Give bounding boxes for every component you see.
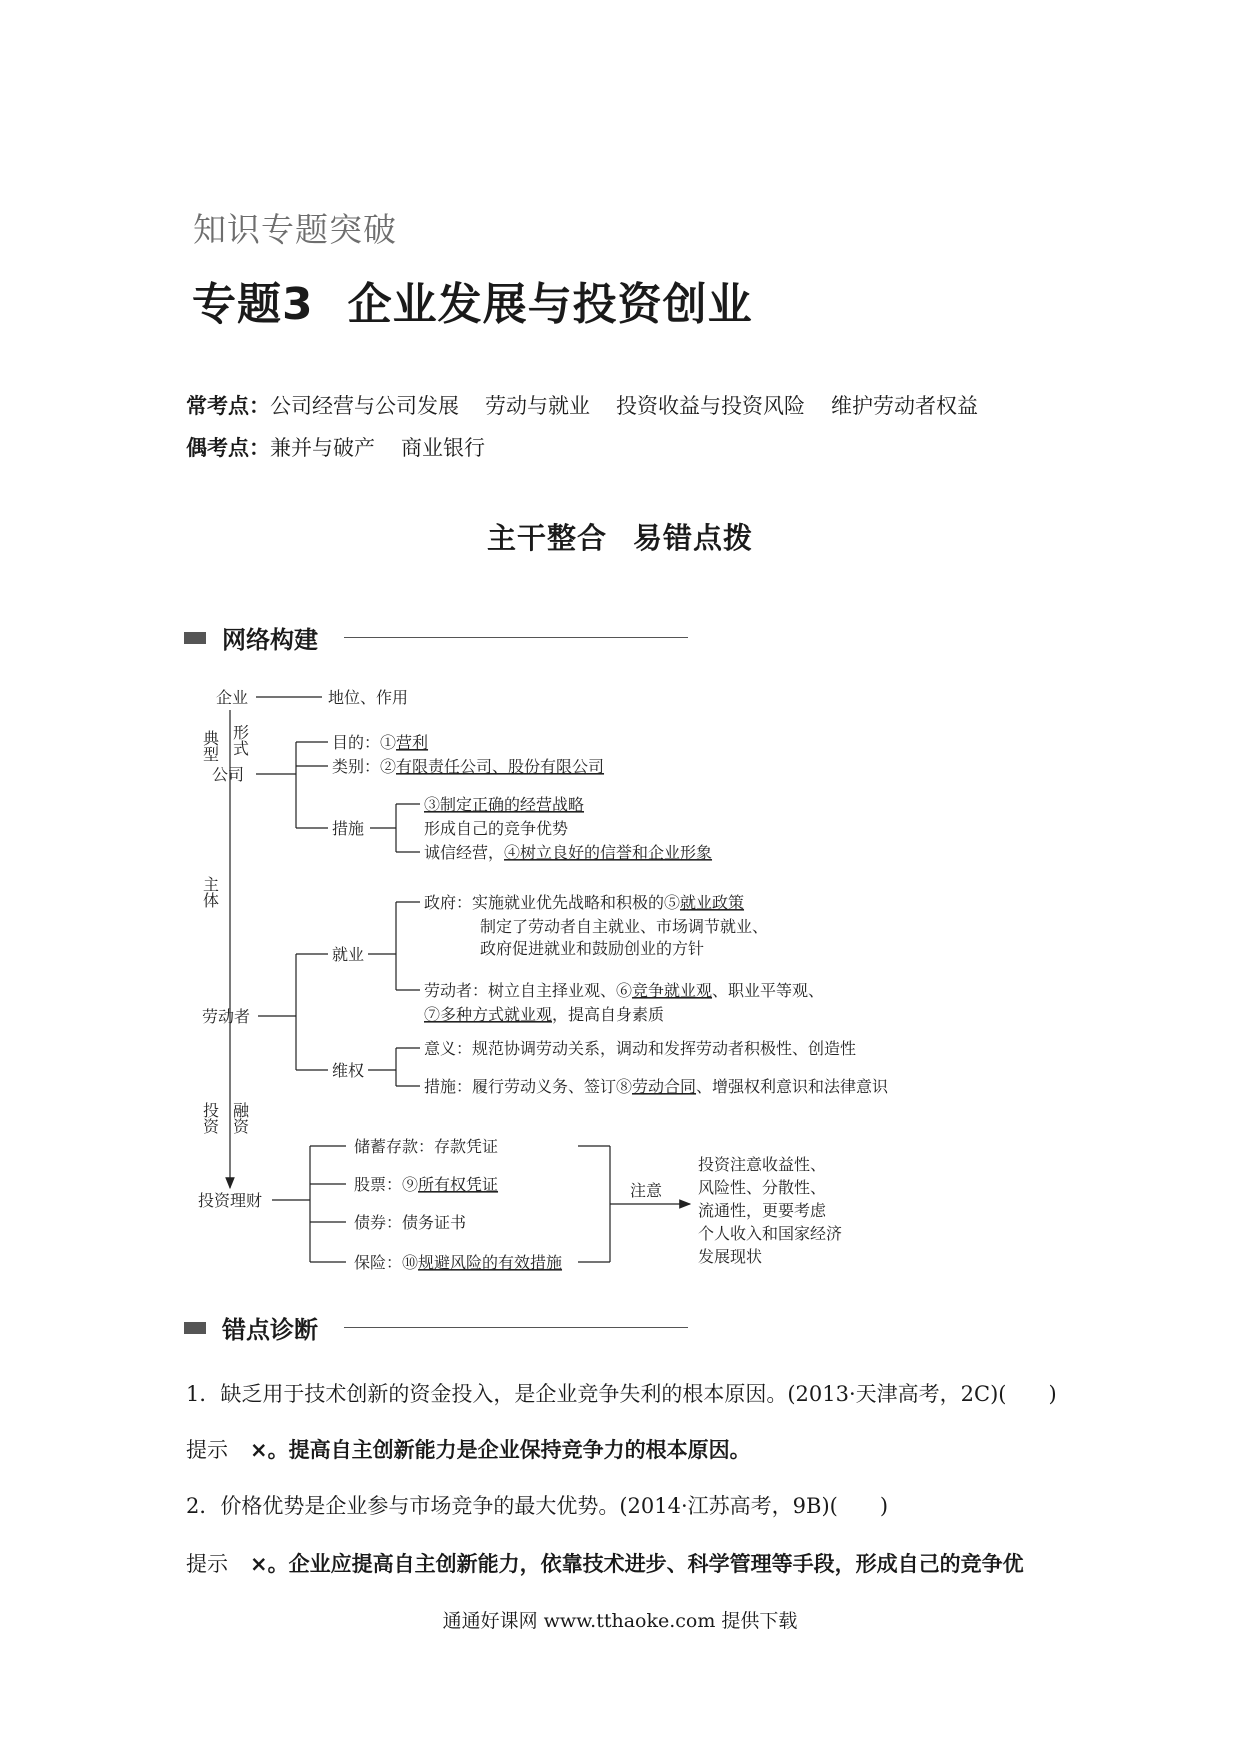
title-number: 专题3 <box>192 279 314 330</box>
hint-2 <box>186 1548 1024 1578</box>
label-touzi: 投资 <box>200 1102 220 1134</box>
rights-meaning: 意义：规范协调劳动关系，调动和发挥劳动者积极性、创造性 <box>424 1039 857 1058</box>
question-1: 1．缺乏用于技术创新的资金投入，是企业竞争失利的根本原因。(2013·天津高考，2C)( ) <box>186 1382 1057 1406</box>
node-mudi: 目的：①营利 <box>332 733 429 752</box>
measure-3: 诚信经营，④树立良好的信誉和企业形象 <box>424 843 713 862</box>
hint-text: ×。提高自主创新能力是企业保持竞争力的根本原因。 <box>250 1438 751 1462</box>
section-title-a: 主干整合 <box>486 521 607 555</box>
title-text: 企业发展与投资创业 <box>347 279 753 330</box>
subsection-errors <box>184 1310 688 1345</box>
occasional-point: 兼并与破产 <box>270 436 375 460</box>
hint-label: 提示 <box>186 1552 228 1576</box>
node-zhuyi: 注意 <box>630 1181 663 1200</box>
frequent-label: 常考点： <box>186 394 270 418</box>
series-title: 知识专题突破 <box>193 210 397 249</box>
note-line: 流通性，更要考虑 <box>698 1201 827 1220</box>
section-title-b: 易错点拨 <box>633 521 754 555</box>
node-touzilicai: 投资理财 <box>198 1191 263 1210</box>
measure-2: 形成自己的竞争优势 <box>424 819 569 838</box>
invest-stock: 股票：⑨所有权凭证 <box>354 1175 499 1194</box>
divider <box>344 1327 688 1328</box>
occasional-label: 偶考点： <box>186 436 270 460</box>
node-diwei: 地位、作用 <box>328 688 409 707</box>
frequent-point: 维护劳动者权益 <box>831 394 978 418</box>
note-line: 发展现状 <box>698 1247 763 1266</box>
frequent-point: 投资收益与投资风险 <box>616 394 805 418</box>
node-gongsi: 公司 <box>212 765 245 784</box>
invest-savings: 储蓄存款：存款凭证 <box>354 1137 499 1156</box>
gov-3: 政府促进就业和鼓励创业的方针 <box>480 939 705 958</box>
subsection-label: 网络构建 <box>222 626 318 654</box>
hint-label: 提示 <box>186 1438 228 1462</box>
worker-1: 劳动者：树立自主择业观、⑥竞争就业观、职业平等观、 <box>424 981 825 1000</box>
note-line: 投资注意收益性、 <box>698 1155 827 1174</box>
note-line: 风险性、分散性、 <box>698 1178 827 1197</box>
node-leibie: 类别：②有限责任公司、股份有限公司 <box>332 757 605 776</box>
node-jiuye: 就业 <box>332 945 365 964</box>
gov-1: 政府：实施就业优先战略和积极的⑤就业政策 <box>424 893 745 912</box>
label-zhuti: 主体 <box>200 876 220 908</box>
note-line: 个人收入和国家经济 <box>698 1224 843 1243</box>
label-xingshi: 形式 <box>230 724 250 756</box>
invest-insurance: 保险：⑩规避风险的有效措施 <box>354 1253 563 1272</box>
occasional-point: 商业银行 <box>401 436 485 460</box>
label-dianxing: 典型 <box>200 730 220 762</box>
invest-bond: 债券：债务证书 <box>354 1213 467 1232</box>
label-rongzi: 融资 <box>230 1102 250 1134</box>
hint-1 <box>186 1434 751 1464</box>
node-laodongzhe: 劳动者 <box>202 1007 251 1026</box>
node-qiye: 企业 <box>216 688 249 707</box>
frequent-point: 公司经营与公司发展 <box>270 394 459 418</box>
node-cuoshi: 措施 <box>332 819 365 838</box>
measure-1: ③制定正确的经营战略 <box>424 795 585 814</box>
footer-source: 通通好课网 www.tthaoke.com 提供下载 <box>442 1610 798 1632</box>
gov-2: 制定了劳动者自主就业、市场调节就业、 <box>480 917 769 936</box>
question-2: 2．价格优势是企业参与市场竞争的最大优势。(2014·江苏高考，9B)( ) <box>186 1494 889 1518</box>
hint-text: ×。企业应提高自主创新能力，依靠技术进步、科学管理等手段，形成自己的竞争优 <box>250 1552 1024 1576</box>
square-bullet-icon <box>184 1322 206 1334</box>
node-weiquan: 维权 <box>332 1061 365 1080</box>
subsection-label: 错点诊断 <box>222 1316 318 1344</box>
rights-measure: 措施：履行劳动义务、签订⑧劳动合同、增强权利意识和法律意识 <box>424 1077 889 1096</box>
frequent-point: 劳动与就业 <box>485 394 590 418</box>
worker-2: ⑦多种方式就业观，提高自身素质 <box>424 1005 665 1024</box>
